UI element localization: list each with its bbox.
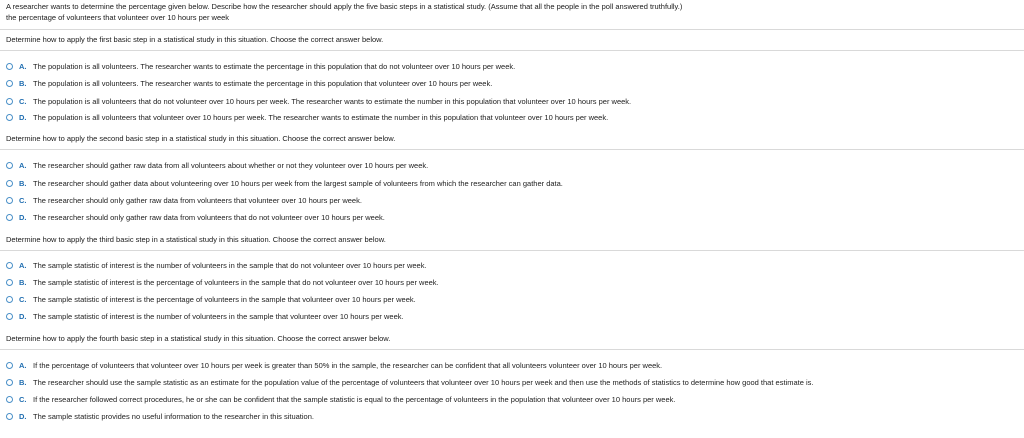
option-text: The researcher should only gather raw data from volunteers that volunteer over 10 hours per week. (33, 195, 362, 205)
option-text: If the percentage of volunteers that volunteer over 10 hours per week is greater than 50% in the sample, the researcher can be confident that all volunteers volunteer over 10 hours per week. (33, 360, 663, 370)
divider (0, 50, 1024, 51)
option-text: The researcher should only gather raw data from volunteers that do not volunteer over 10 hours per week. (33, 212, 385, 222)
option-letter: A. (19, 260, 27, 270)
q3-option-a[interactable] (6, 259, 427, 271)
option-letter: A. (19, 61, 27, 71)
q3-option-d[interactable] (6, 310, 404, 322)
option-letter: D. (19, 112, 27, 122)
intro-text: A researcher wants to determine the percentage given below. Describe how the researcher should apply the five basic steps in a statistical study. (Assume that all the people in the poll answered truthfully.) (6, 2, 683, 11)
radio-icon[interactable] (6, 279, 13, 286)
option-letter: C. (19, 195, 27, 205)
q2-option-c[interactable] (6, 194, 362, 206)
radio-icon[interactable] (6, 396, 13, 403)
radio-icon[interactable] (6, 80, 13, 87)
option-letter: D. (19, 411, 27, 421)
option-text: If the researcher followed correct procedures, he or she can be confident that the sample statistic is equal to the percentage of volunteers in the population that volunteer over 10 hours per week. (33, 394, 676, 404)
option-letter: A. (19, 160, 27, 170)
option-letter: B. (19, 377, 27, 387)
option-text: The sample statistic of interest is the number of volunteers in the sample that do not volunteer over 10 hours per week. (33, 260, 427, 270)
option-text: The sample statistic provides no useful information to the researcher in this situation. (33, 411, 314, 421)
option-letter: A. (19, 360, 27, 370)
option-text: The researcher should use the sample statistic as an estimate for the population value of the percentage of volunteers that volunteer over 10 hours per week and then use the methods of statistics to determine how good that estimate is. (33, 377, 814, 387)
option-letter: B. (19, 78, 27, 88)
radio-icon[interactable] (6, 197, 13, 204)
radio-icon[interactable] (6, 162, 13, 169)
question-3-prompt: Determine how to apply the third basic step in a statistical study in this situation. Choose the correct answer below. (6, 235, 386, 244)
option-text: The researcher should gather raw data from all volunteers about whether or not they volunteer over 10 hours per week. (33, 160, 429, 170)
q1-option-a[interactable] (6, 60, 515, 72)
q4-option-a[interactable] (6, 359, 662, 371)
option-letter: C. (19, 96, 27, 106)
q2-option-b[interactable] (6, 177, 563, 189)
option-text: The population is all volunteers. The researcher wants to estimate the percentage in this population that do not volunteer over 10 hours per week. (33, 61, 516, 71)
radio-icon[interactable] (6, 63, 13, 70)
divider (0, 250, 1024, 251)
q1-option-b[interactable] (6, 77, 492, 89)
question-4-prompt: Determine how to apply the fourth basic step in a statistical study in this situation. Choose the correct answer below. (6, 334, 391, 343)
divider (0, 29, 1024, 30)
radio-icon[interactable] (6, 413, 13, 420)
radio-icon[interactable] (6, 180, 13, 187)
q2-option-d[interactable] (6, 211, 385, 223)
divider (0, 149, 1024, 150)
q3-option-c[interactable] (6, 293, 416, 305)
option-text: The researcher should gather data about volunteering over 10 hours per week from the largest sample of volunteers from which the researcher can gather data. (33, 178, 563, 188)
option-text: The population is all volunteers that do not volunteer over 10 hours per week. The researcher wants to estimate the number in this population that volunteer over 10 hours per week. (33, 96, 632, 106)
option-text: The sample statistic of interest is the percentage of volunteers in the sample that do not volunteer over 10 hours per week. (33, 277, 439, 287)
radio-icon[interactable] (6, 313, 13, 320)
option-text: The sample statistic of interest is the number of volunteers in the sample that volunteer over 10 hours per week. (33, 311, 404, 321)
option-text: The population is all volunteers. The researcher wants to estimate the percentage in this population that volunteer over 10 hours per week. (33, 78, 493, 88)
q4-option-b[interactable] (6, 376, 813, 388)
question-2-prompt: Determine how to apply the second basic step in a statistical study in this situation. Choose the correct answer below. (6, 134, 396, 143)
option-letter: C. (19, 394, 27, 404)
option-letter: D. (19, 311, 27, 321)
option-text: The sample statistic of interest is the percentage of volunteers in the sample that volunteer over 10 hours per week. (33, 294, 416, 304)
radio-icon[interactable] (6, 114, 13, 121)
option-letter: D. (19, 212, 27, 222)
question-1-prompt: Determine how to apply the first basic step in a statistical study in this situation. Choose the correct answer below. (6, 35, 384, 44)
q3-option-b[interactable] (6, 276, 439, 288)
radio-icon[interactable] (6, 379, 13, 386)
option-text: The population is all volunteers that volunteer over 10 hours per week. The researcher wants to estimate the number in this population that volunteer over 10 hours per week. (33, 112, 609, 122)
option-letter: B. (19, 178, 27, 188)
option-letter: B. (19, 277, 27, 287)
option-letter: C. (19, 294, 27, 304)
q1-option-d[interactable] (6, 111, 608, 123)
q2-option-a[interactable] (6, 159, 428, 171)
radio-icon[interactable] (6, 296, 13, 303)
q4-option-d[interactable] (6, 410, 314, 422)
radio-icon[interactable] (6, 214, 13, 221)
divider (0, 349, 1024, 350)
radio-icon[interactable] (6, 262, 13, 269)
subject-text: the percentage of volunteers that volunteer over 10 hours per week (6, 13, 230, 22)
radio-icon[interactable] (6, 362, 13, 369)
q1-option-c[interactable] (6, 95, 631, 107)
q4-option-c[interactable] (6, 393, 675, 405)
radio-icon[interactable] (6, 98, 13, 105)
